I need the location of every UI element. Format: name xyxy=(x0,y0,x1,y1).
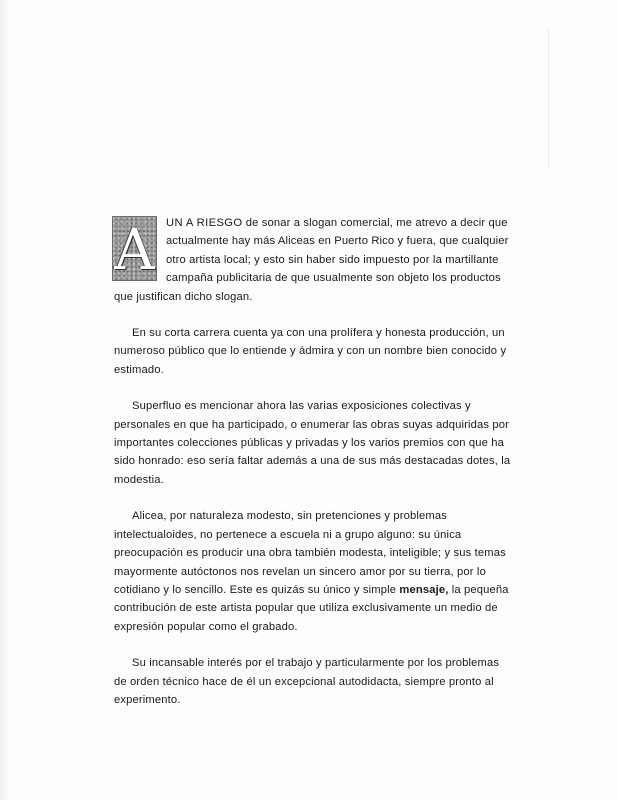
dropcap-letter: A xyxy=(114,217,155,283)
paragraph-1-text: de sonar a slogan comercial, me atrevo a decir que actualmente hay más Aliceas en Puerto Rico y fuera, que cualquier otro artista local; y esto sin haber sido impuesto por la martillante campaña publicitaria de que usualmente son objeto los productos que justifican dicho slogan. xyxy=(114,217,509,303)
paragraph-4-text-b: la pequeña contribución de este artista popular que utiliza exclusivamente un medio de expresión popular como el grabado. xyxy=(114,583,509,633)
paragraph-4-text-a: Alicea, por naturaleza modesto, sin pretenciones y problemas intelectualoides, no pertenece a escuela ni a grupo alguno: su única preocupación es producir una obra también modesta, inteligible; y sus temas mayormente autóctonos nos revelan un sincero amor por su tierra, por lo cotidiano y lo sencillo. Este es quizás su único y simple xyxy=(114,510,506,596)
dropcap-ornament xyxy=(112,216,157,281)
mensaje-emphasis: mensaje, xyxy=(399,583,449,596)
paragraph-1 xyxy=(114,214,514,306)
scan-edge-shadow xyxy=(0,0,10,800)
paragraph-5: Su incansable interés por el trabajo y particularmente por los problemas de orden técnico hace de él un excepcional autodidacta, siempre pronto al experimento. xyxy=(114,657,500,706)
lead-words: UN A RIESGO xyxy=(166,217,243,229)
paragraph-3: Superfluo es mencionar ahora las varias exposiciones colectivas y personales en que ha participado, o enumerar las obras suyas adquiridas por importantes colecciones públicas y privadas y los varios premios con que ha sido honrado: eso sería faltar además a una de sus más destacadas dotes, la modestia. xyxy=(114,400,511,486)
paragraph-2: En su corta carrera cuenta ya con una prolífera y honesta producción, un numeroso público que lo entiende y ádmira y con un nombre bien conocido y estimado. xyxy=(114,327,507,376)
scan-mark xyxy=(548,28,549,168)
paragraph-4 xyxy=(114,507,514,636)
body-text xyxy=(114,214,514,727)
